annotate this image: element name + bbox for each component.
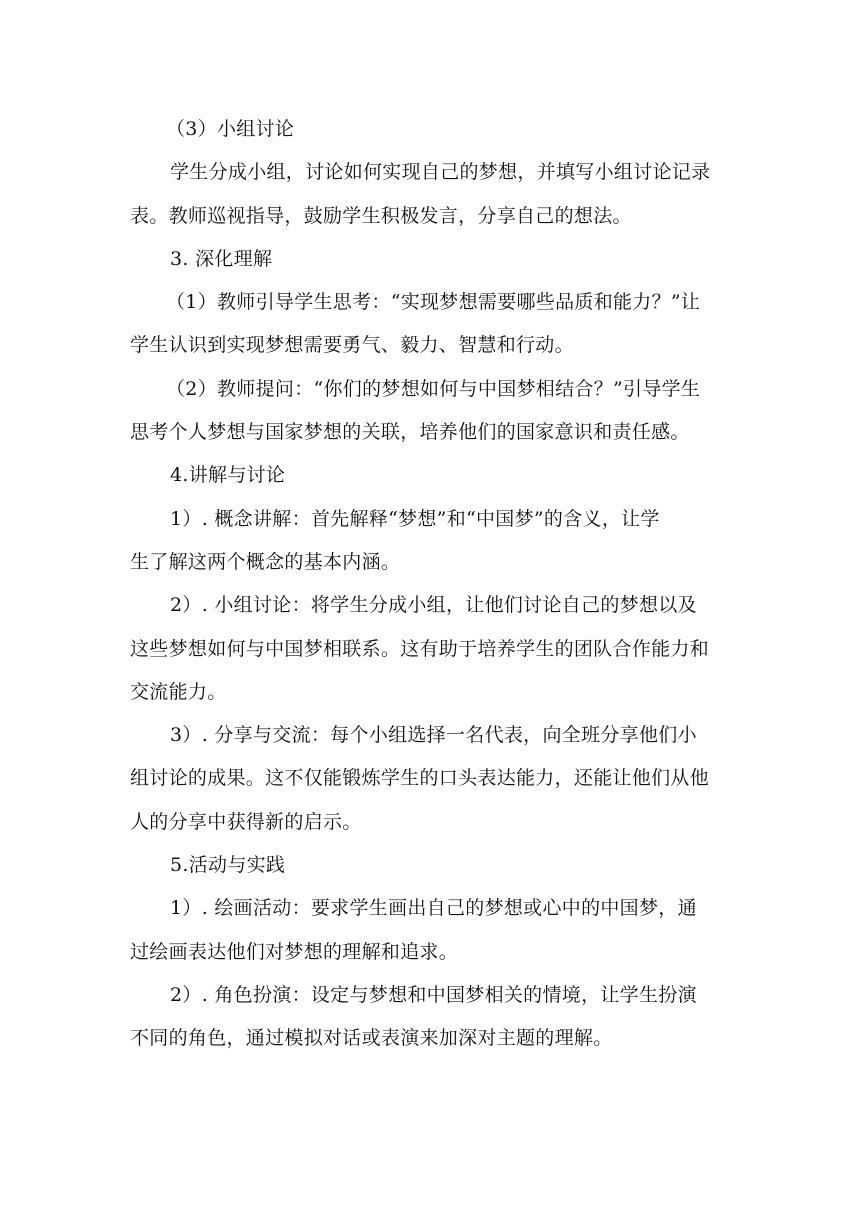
document-body xyxy=(130,108,730,1061)
subheading-group-discussion: （3）小组讨论 xyxy=(166,118,295,140)
section-heading-activity-practice: 5.活动与实践 xyxy=(170,854,286,877)
paragraph-line: （2）教师提问：“你们的梦想如何与中国梦相结合？”引导学生 xyxy=(166,377,701,400)
paragraph-line: 思考个人梦想与国家梦想的关联，培养他们的国家意识和责任感。 xyxy=(130,421,690,444)
paragraph-line: （1）教师引导学生思考：“实现梦想需要哪些品质和能力？”让 xyxy=(166,291,701,314)
paragraph-line: 学生分成小组，讨论如何实现自己的梦想，并填写小组讨论记录 xyxy=(170,161,711,184)
paragraph-line: 这些梦想如何与中国梦相联系。这有助于培养学生的团队合作能力和 xyxy=(130,637,710,660)
section-heading-deepen-understanding: 3. 深化理解 xyxy=(170,247,273,270)
paragraph-line: 1）. 绘画活动：要求学生画出自己的梦想或心中的中国梦，通 xyxy=(170,897,697,920)
paragraph-line: 生了解这两个概念的基本内涵。 xyxy=(130,550,401,573)
paragraph-line: 学生认识到实现梦想需要勇气、毅力、智慧和行动。 xyxy=(130,334,574,357)
paragraph-line: 2）. 角色扮演：设定与梦想和中国梦相关的情境，让学生扮演 xyxy=(170,983,697,1006)
paragraph-line: 人的分享中获得新的启示。 xyxy=(130,810,362,833)
paragraph-line: 组讨论的成果。这不仅能锻炼学生的口头表达能力，还能让他们从他 xyxy=(130,767,710,790)
paragraph-line: 交流能力。 xyxy=(130,680,227,703)
paragraph-line: 不同的角色，通过模拟对话或表演来加深对主题的理解。 xyxy=(130,1027,613,1050)
paragraph-line: 3）. 分享与交流：每个小组选择一名代表，向全班分享他们小 xyxy=(170,724,697,747)
paragraph-line: 1）. 概念讲解：首先解释“梦想”和“中国梦”的含义，让学 xyxy=(170,507,660,530)
paragraph-line: 过绘画表达他们对梦想的理解和追求。 xyxy=(130,940,459,963)
paragraph-line: 2）. 小组讨论：将学生分成小组，让他们讨论自己的梦想以及 xyxy=(170,594,697,617)
paragraph-line: 表。教师巡视指导，鼓励学生积极发言，分享自己的想法。 xyxy=(130,204,632,227)
section-heading-explain-discuss: 4.讲解与讨论 xyxy=(170,464,286,487)
